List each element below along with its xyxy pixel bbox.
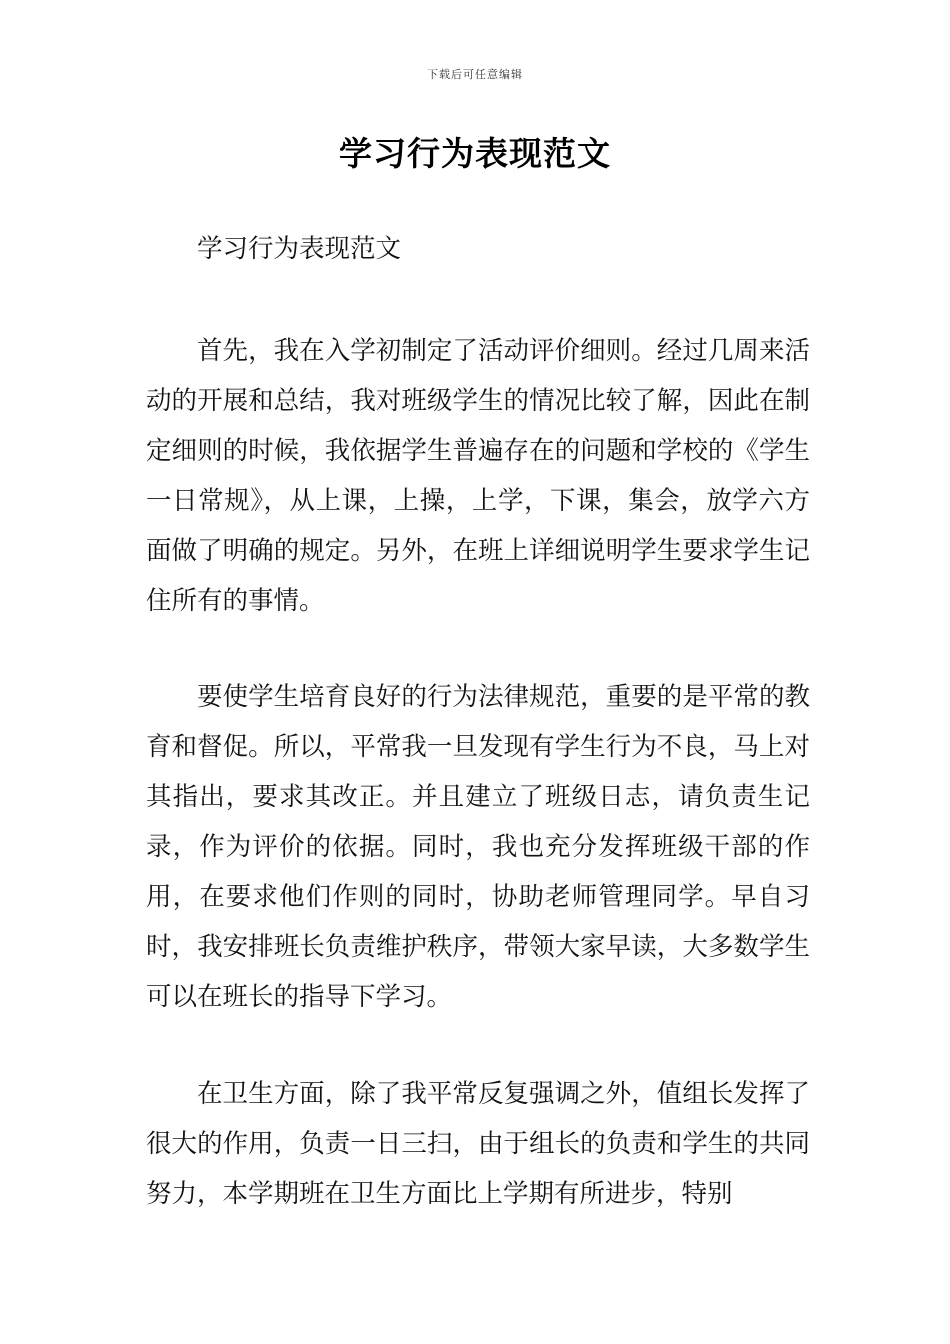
subtitle-text: 学习行为表现范文 [197, 234, 402, 264]
document-subtitle [146, 224, 810, 274]
header-note: 下载后可任意编辑 [427, 68, 523, 81]
paragraph-text: 要使学生培育良好的行为法律规范，重要的是平常的教育和督促。所以，平常我一旦发现有学生行为不良，马上对其指出，要求其改正。并且建立了班级日志，请负责生记录，作为评价的依据。同时，我也充分发挥班级干部的作用，在要求他们作则的同时，协助老师管理同学。早自习时，我安排班长负责维护秩序，带领大家早读，大多数学生可以在班长的指导下学习。 [146, 682, 810, 1012]
document-title: 学习行为表现范文 [339, 134, 611, 173]
paragraph-3 [146, 1069, 810, 1219]
paragraph-1 [146, 326, 810, 626]
paragraph-text: 首先，我在入学初制定了活动评价细则。经过几周来活动的开展和总结，我对班级学生的情况比较了解，因此在制定细则的时候，我依据学生普遍存在的问题和学校的《学生一日常规》，从上课，上操，上学，下课，集会，放学六方面做了明确的规定。另外，在班上详细说明学生要求学生记住所有的事情。 [146, 336, 810, 616]
paragraph-2 [146, 672, 810, 1022]
paragraph-text: 在卫生方面，除了我平常反复强调之外，值组长发挥了很大的作用，负责一日三扫，由于组长的负责和学生的共同努力，本学期班在卫生方面比上学期有所进步，特别 [146, 1079, 810, 1209]
